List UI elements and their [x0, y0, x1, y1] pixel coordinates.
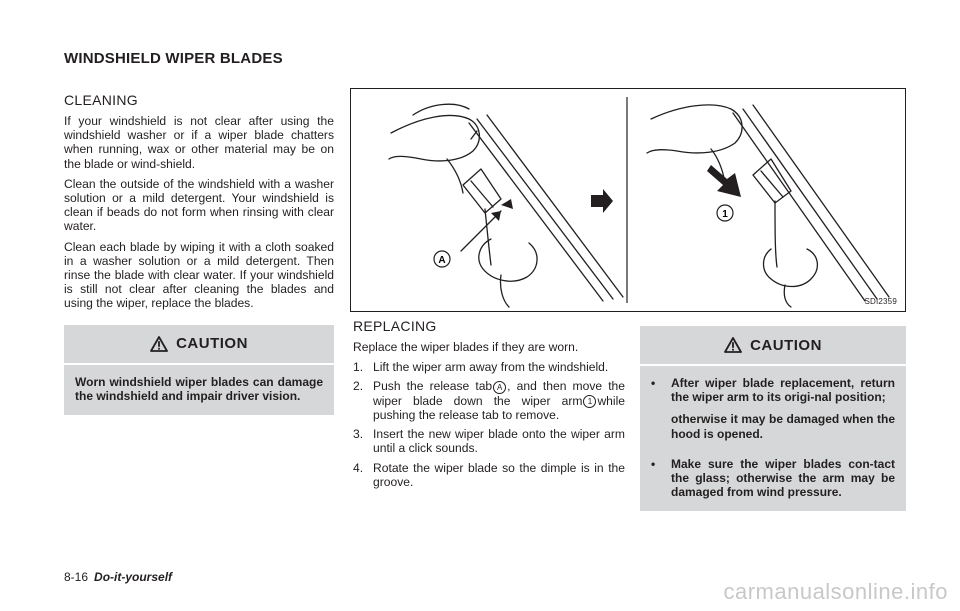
callout-a — [434, 251, 450, 267]
wiper-replacement-illustration — [350, 88, 906, 312]
caution-item-1: • After wiper blade replacement, return the wiper arm to its origi-nal position; otherwise it may be damaged when the hood is opened. — [651, 376, 895, 441]
caution-box-blades — [64, 325, 334, 415]
step-3: 3. Insert the new wiper blade onto the wiper arm until a click sounds. — [353, 427, 625, 456]
callout-1 — [717, 205, 733, 221]
caution-label: CAUTION — [176, 335, 248, 353]
figure-code: SDI2359 — [864, 297, 897, 306]
illustration-drawing — [351, 89, 905, 311]
left-column — [64, 92, 334, 415]
warning-triangle-icon — [724, 337, 742, 353]
cleaning-heading: CLEANING — [64, 92, 138, 108]
chapter-name: Do-it-yourself — [94, 570, 173, 584]
cleaning-paragraph-3: Clean each blade by wiping it with a cloth soaked in a washer solution or a mild detergent. Then rinse the blade with clear water. If your windshield is still not clear after cleaning the blades and using the wiper, replace the blades. — [64, 239, 334, 311]
cleaning-paragraph-1: If your windshield is not clear after using the windshield washer or if a wiper blade chatters when running, wax or other material may be on the blade or wind-shield. — [64, 114, 334, 171]
replacing-intro: Replace the wiper blades if they are worn. — [353, 340, 579, 354]
push-down-arrow-icon — [707, 165, 741, 197]
caution-header — [64, 325, 334, 365]
callout-1-icon: 1 — [583, 395, 596, 408]
page-number: 8-16 — [64, 570, 89, 584]
caution-item-2: • Make sure the wiper blades con-tact the glass; otherwise the arm may be damaged from wind pressure. — [651, 456, 895, 500]
caution-text: Worn windshield wiper blades can damage the windshield and impair driver vision. — [75, 374, 323, 403]
caution-label: CAUTION — [750, 336, 822, 354]
page-title: WINDSHIELD WIPER BLADES — [64, 50, 283, 67]
caution-body — [640, 366, 906, 511]
step-1: 1. Lift the wiper arm away from the windshield. — [353, 360, 609, 375]
step-4: 4. Rotate the wiper blade so the dimple is in the groove. — [353, 460, 625, 489]
cleaning-paragraph-2: Clean the outside of the windshield with a washer solution or a mild detergent. Your windshield is clean if beads do not form when rinsing with clear water. — [64, 176, 334, 234]
watermark: carmanualsonline.info — [723, 579, 948, 604]
right-column — [640, 326, 906, 511]
caution-header — [640, 326, 906, 366]
step-2: 2. Push the release tab A , and then move the wiper blade down the wiper arm 1 while pushing the release tab to remove. — [353, 379, 626, 422]
page-footer — [64, 570, 172, 584]
warning-triangle-icon — [150, 336, 168, 352]
svg-text:1: 1 — [722, 209, 728, 220]
step-arrow-icon — [591, 189, 613, 213]
replacing-heading: REPLACING — [353, 318, 437, 334]
callout-a-icon: A — [493, 381, 506, 394]
replacing-steps — [353, 360, 625, 489]
caution-box-replacement — [640, 326, 906, 511]
caution-body — [64, 365, 334, 415]
caution-list — [651, 376, 895, 499]
middle-column — [353, 318, 625, 494]
svg-text:A: A — [438, 255, 446, 266]
